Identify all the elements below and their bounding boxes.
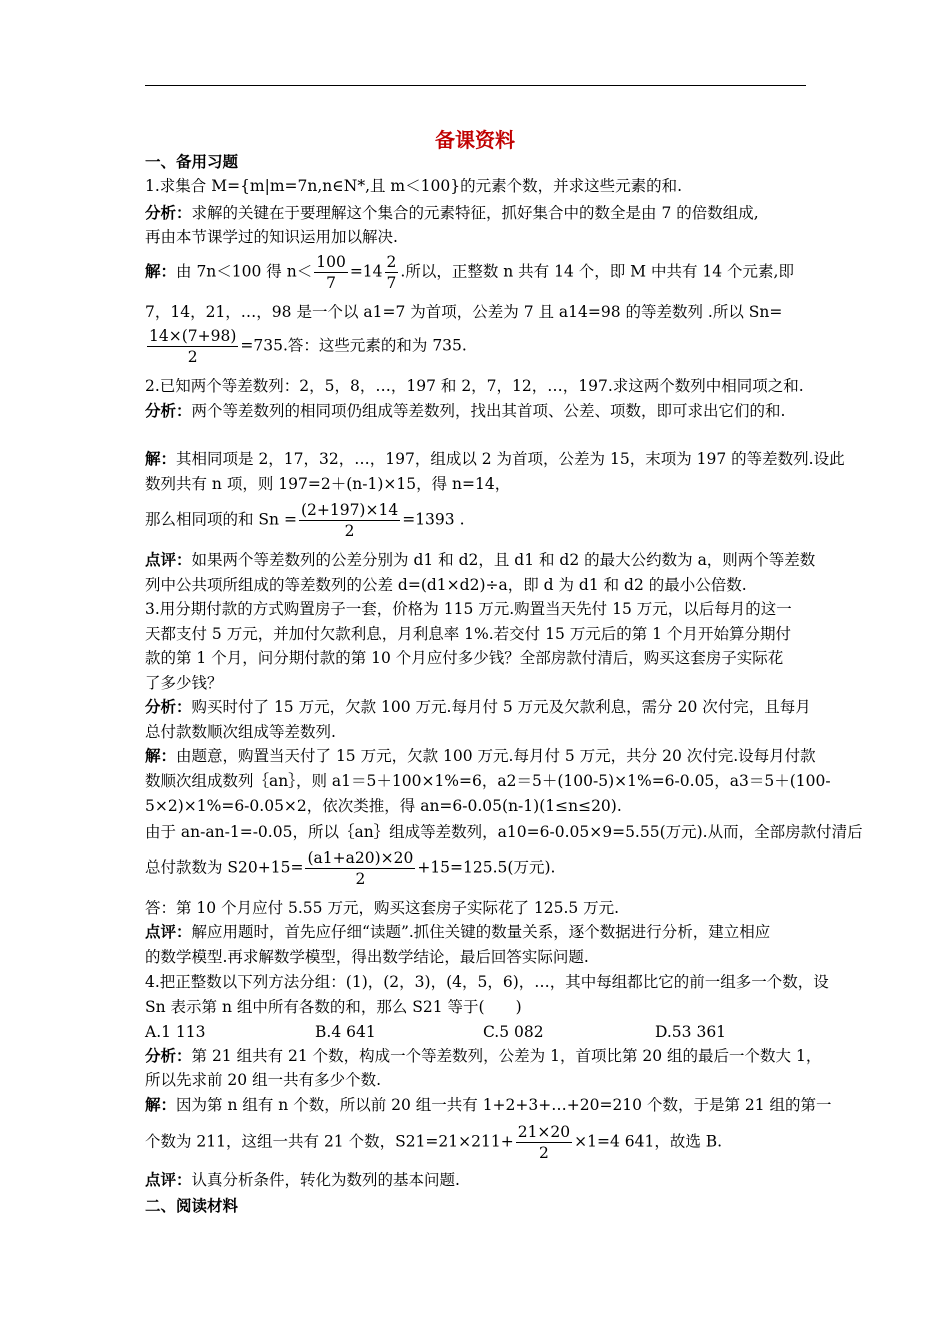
comment-4: 点评：认真分析条件，转化为数列的基本问题. [145, 1171, 460, 1189]
page-title: 备课资料 [435, 128, 515, 152]
fraction: $\frac{(a1+a20)\times 20}{2}$ [307, 849, 414, 888]
analysis-label: 分析： [145, 204, 192, 222]
option-a: A.1 113 [145, 1023, 206, 1041]
solution-2-sum: 那么相同项的和 Sn = $\frac{(2+197)\times 14}{2}$ =1393 . [145, 501, 465, 540]
problem-3-l3: 款的第 1 个月，问分期付款的第 10 个月应付多少钱？全部房款付清后，购买这套房子实际花 [145, 649, 784, 667]
solution-2-cont: 数列共有 n 项，则 197=2＋(n-1)×15，得 n=14， [145, 475, 511, 493]
comment-2-cont: 列中公共项所组成的等差数列的公差 d=(d1×d2)÷a，即 d 为 d1 和 d2 的最小公倍数. [145, 576, 747, 594]
solution-3-l4: 由于 an-an-1=-0.05，所以｛an｝组成等差数列，a10=6-0.05×9=5.55(万元).从而，全部房款付清后 [145, 823, 863, 841]
option-c: C.5 082 [483, 1023, 544, 1041]
fraction: $\frac{2}{7}$ [386, 253, 397, 292]
problem-1: 1.求集合 M={m|m=7n,n∈N*,且 m＜100}的元素个数，并求这些元素的和. [145, 177, 683, 195]
analysis-1-cont: 再由本节课学过的知识运用加以解决. [145, 228, 398, 246]
option-b: B.4 641 [315, 1023, 376, 1041]
problem-3-l4: 了多少钱？ [145, 674, 223, 692]
fraction: $\frac{(2+197)\times 14}{2}$ [300, 501, 399, 540]
analysis-1: 分析：求解的关键在于要理解这个集合的元素特征，抓好集合中的数全是由 7 的倍数组成, [145, 204, 759, 222]
problem-4-l2: Sn 表示第 n 组中所有各数的和，那么 S21 等于( ) [145, 998, 522, 1016]
option-d: D.53 361 [655, 1023, 727, 1041]
solution-4-result: 个数为 211，这组一共有 21 个数，S21=21×211+ $\frac{21\times 20}{2}$ ×1=4 641，故选 B. [145, 1123, 723, 1162]
solution-1: 解：由 7n＜100 得 n＜ $\frac{100}{7}$ =14 $\frac{2}{7}$ .所以，正整数 n 共有 14 个，即 M 中共有 14 个元素,即 [145, 253, 794, 292]
analysis-2: 分析：两个等差数列的相同项仍组成等差数列，找出其首项、公差、项数，即可求出它们的和. [145, 402, 786, 420]
problem-3: 3.用分期付款的方式购置房子一套，价格为 115 万元.购置当天先付 15 万元，以后每月的这一 [145, 600, 792, 618]
solution-label: 解： [145, 262, 177, 281]
fraction: $\frac{21\times 20}{2}$ [517, 1123, 571, 1162]
solution-3-total: 总付款数为 S20+15= $\frac{(a1+a20)\times 20}{2}$ +15=125.5(万元). [145, 849, 556, 888]
answer-3: 答：第 10 个月应付 5.55 万元，购买这套房子实际花了 125.5 万元. [145, 899, 620, 917]
comment-2: 点评：如果两个等差数列的公差分别为 d1 和 d2，且 d1 和 d2 的最大公约数为 a，则两个等差数 [145, 551, 816, 569]
section-heading-2: 二、阅读材料 [145, 1197, 239, 1215]
solution-1-cont: 7，14，21，…，98 是一个以 a1=7 为首项，公差为 7 且 a14=98 的等差数列 .所以 Sn= [145, 303, 783, 321]
fraction: $\frac{14\times(7+98)}{2}$ [149, 327, 237, 366]
analysis-3-cont: 总付款数顺次组成等差数列. [145, 723, 336, 741]
problem-2: 2.已知两个等差数列：2，5，8，…，197 和 2，7，12，…，197.求这两个数列中相同项之和. [145, 377, 804, 395]
analysis-4: 分析：第 21 组共有 21 个数，构成一个等差数列，公差为 1，首项比第 20 组的最后一个数大 1， [145, 1047, 822, 1065]
solution-3-l2: 数顺次组成数列｛an｝，则 a1＝5＋100×1%=6，a2＝5＋(100-5)×1%=6-0.05，a3＝5＋(100- [145, 772, 831, 790]
solution-4: 解：因为第 n 组有 n 个数，所以前 20 组一共有 1+2+3+…+20=210 个数，于是第 21 组的第一 [145, 1096, 832, 1114]
header-rule [145, 85, 806, 86]
section-heading: 一、备用习题 [145, 153, 239, 171]
solution-3-l3: 5×2)×1%=6-0.05×2，依次类推，得 an=6-0.05(n-1)(1≤n≤20). [145, 797, 622, 815]
problem-3-l2: 天都支付 5 万元，并加付欠款利息，月利息率 1%.若交付 15 万元后的第 1 个月开始算分期付 [145, 625, 791, 643]
solution-3: 解：由题意，购置当天付了 15 万元，欠款 100 万元.每月付 5 万元，共分 20 次付完.设每月付款 [145, 747, 816, 765]
problem-4: 4.把正整数以下列方法分组：(1)，(2，3)，(4，5，6)，…，其中每组都比它的前一组多一个数，设 [145, 973, 829, 991]
solution-2: 解：其相同项是 2，17，32，…，197，组成以 2 为首项，公差为 15，末项为 197 的等差数列.设此 [145, 450, 845, 468]
comment-3-cont: 的数学模型.再求解数学模型，得出数学结论，最后回答实际问题. [145, 948, 589, 966]
comment-3: 点评：解应用题时，首先应仔细“读题”.抓住关键的数量关系，逐个数据进行分析，建立相应 [145, 923, 771, 941]
analysis-4-cont: 所以先求前 20 组一共有多少个数. [145, 1071, 382, 1089]
analysis-3: 分析：购买时付了 15 万元，欠款 100 万元.每月付 5 万元及欠款利息，需分 20 次付完，且每月 [145, 698, 811, 716]
fraction: $\frac{100}{7}$ [316, 253, 346, 292]
solution-1-result: $\frac{14\times(7+98)}{2}$ =735.答：这些元素的和为 735. [149, 327, 467, 366]
